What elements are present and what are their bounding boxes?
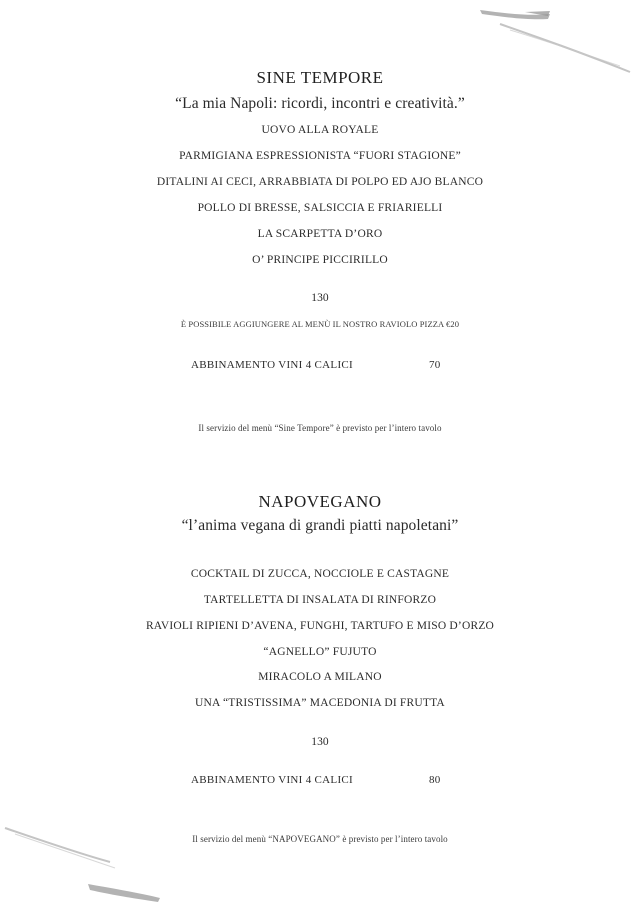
wine-pairing-price: 70 bbox=[429, 359, 441, 371]
menu-price: 130 bbox=[311, 292, 329, 304]
dish-item: TARTELLETTA DI INSALATA DI RINFORZO bbox=[203, 594, 437, 606]
menu-title: SINE TEMPORE bbox=[256, 68, 384, 87]
dish-item: UNA “TRISTISSIMA” MACEDONIA DI FRUTTA bbox=[195, 697, 445, 709]
menu-price: 130 bbox=[311, 736, 329, 748]
dish-item: DITALINI AI CECI, ARRABBIATA DI POLPO ED AJO BLANCO bbox=[156, 176, 484, 188]
dish-item: O’ PRINCIPE PICCIRILLO bbox=[252, 254, 388, 266]
wine-pairing-label: ABBINAMENTO VINI 4 CALICI bbox=[191, 359, 354, 371]
dish-item: RAVIOLI RIPIENI D’AVENA, FUNGHI, TARTUFO E MISO D’ORZO bbox=[145, 620, 495, 632]
brush-stroke-bottom-left bbox=[0, 820, 170, 905]
wine-pairing-label: ABBINAMENTO VINI 4 CALICI bbox=[191, 774, 354, 786]
dish-item: POLLO DI BRESSE, SALSICCIA E FRIARIELLI bbox=[197, 202, 443, 214]
addon-note: È POSSIBILE AGGIUNGERE AL MENÙ IL NOSTRO RAVIOLO PIZZA €20 bbox=[180, 319, 460, 329]
service-footnote: Il servizio del menù “Sine Tempore” è previsto per l’intero tavolo bbox=[198, 423, 442, 433]
dish-item: UOVO ALLA ROYALE bbox=[261, 124, 379, 136]
dish-item: “AGNELLO” FUJUTO bbox=[263, 646, 377, 658]
dish-item: PARMIGIANA ESPRESSIONISTA “FUORI STAGIONE” bbox=[179, 150, 461, 162]
wine-pairing-price: 80 bbox=[429, 774, 441, 786]
menu-subtitle: “l’anima vegana di grandi piatti napoletani” bbox=[181, 517, 459, 534]
menu-subtitle: “La mia Napoli: ricordi, incontri e creatività.” bbox=[175, 95, 465, 112]
menu-title: NAPOVEGANO bbox=[258, 492, 382, 511]
dish-item: COCKTAIL DI ZUCCA, NOCCIOLE E CASTAGNE bbox=[190, 568, 450, 580]
dish-item: MIRACOLO A MILANO bbox=[258, 671, 382, 683]
dish-item: LA SCARPETTA D’ORO bbox=[257, 228, 383, 240]
service-footnote: Il servizio del menù “NAPOVEGANO” è previsto per l’intero tavolo bbox=[192, 834, 448, 844]
